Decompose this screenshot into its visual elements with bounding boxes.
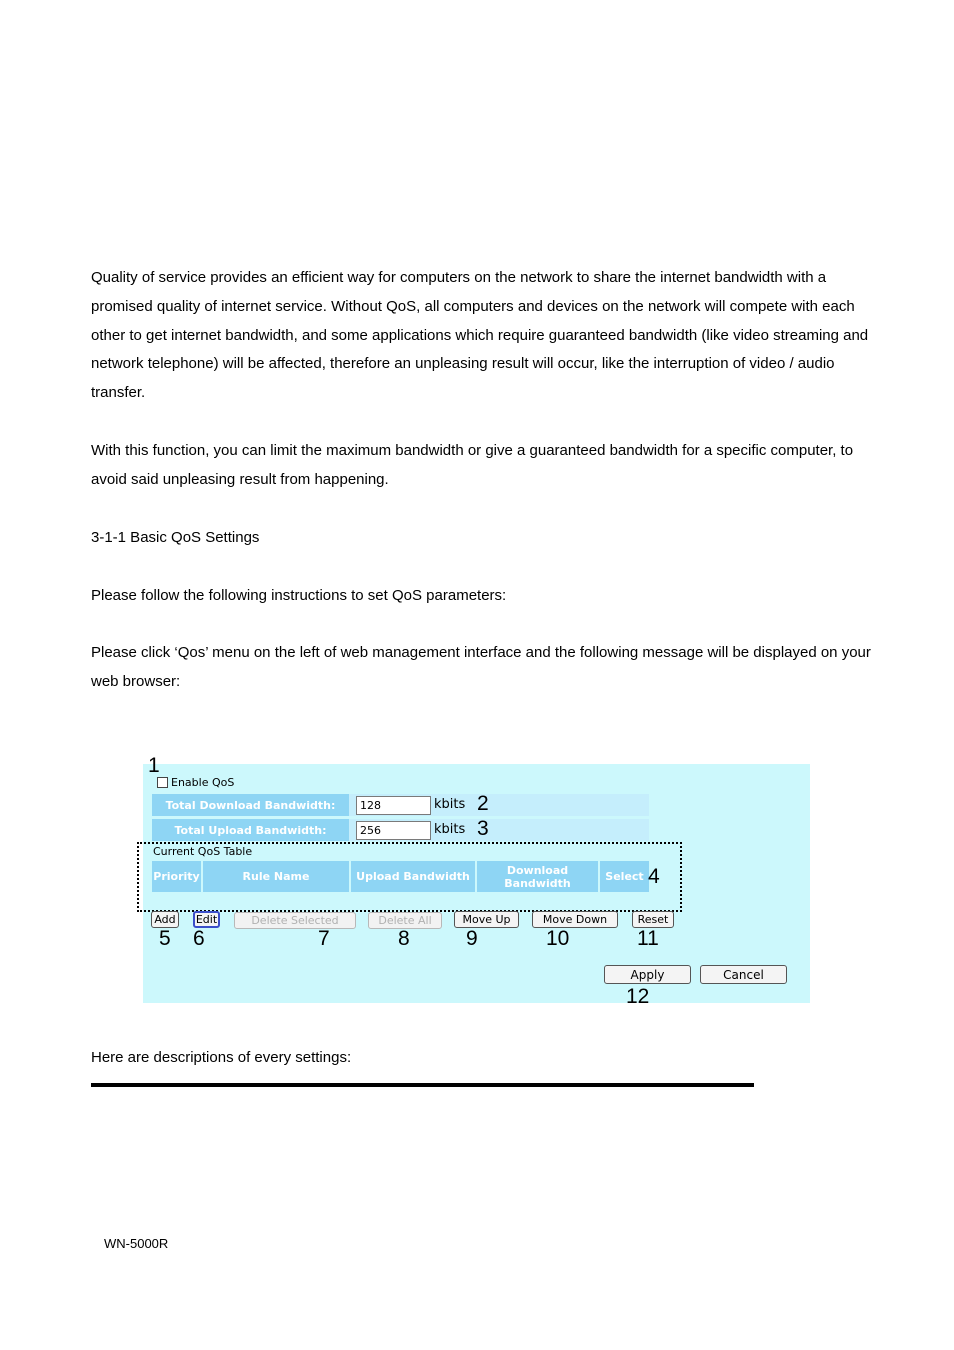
column-upload-bandwidth: Upload Bandwidth [351,861,475,892]
callout-5: 5 [159,927,171,950]
download-bandwidth-input[interactable]: 128 [356,796,431,815]
callout-4: 4 [648,865,660,888]
column-select: Select [600,861,649,892]
delete-selected-button[interactable]: Delete Selected [234,912,356,929]
horizontal-rule [91,1083,754,1087]
callout-7: 7 [318,927,330,950]
column-rule-name: Rule Name [203,861,349,892]
column-priority: Priority [152,861,201,892]
column-download-bandwidth: Download Bandwidth [477,861,598,892]
qos-table-title: Current QoS Table [153,845,253,858]
upload-bandwidth-label: Total Upload Bandwidth: [152,819,349,841]
edit-button[interactable]: Edit [193,911,220,928]
download-bandwidth-label: Total Download Bandwidth: [152,794,349,816]
callout-9: 9 [466,927,478,950]
callout-6: 6 [193,927,205,950]
section-heading: 3-1-1 Basic QoS Settings [91,529,260,546]
add-button[interactable]: Add [151,911,179,928]
upload-unit: kbits [434,822,466,837]
enable-qos-label: Enable QoS [171,776,235,789]
download-unit: kbits [434,797,466,812]
callout-10: 10 [546,927,570,950]
intro-paragraph: Quality of service provides an efficient way for computers on the network to share the internet bandwidth with a promised quality of internet service. Without QoS, all computers and devices on the network will compete with each other to get internet bandwidth, and some applications which require guaranteed bandwidth (like video streaming and network telephone) will be affected, therefore an unpleasing result will occur, like the interruption of video / audio transfer. [91,269,869,402]
footer-model: WN-5000R [104,1236,169,1251]
callout-8: 8 [398,927,410,950]
qos-table-highlight [137,842,682,912]
instruction-text: Please follow the following instructions to set QoS parameters: [91,587,507,604]
apply-button[interactable]: Apply [604,965,691,984]
callout-12: 12 [626,985,650,1008]
function-paragraph: With this function, you can limit the maximum bandwidth or give a guaranteed bandwidth for a specific computer, to avoid said unpleasing result from happening. [91,442,854,488]
delete-all-button[interactable]: Delete All [368,912,442,929]
move-down-button[interactable]: Move Down [532,911,618,928]
menu-instruction-text: Please click ‘Qos’ menu on the left of web management interface and the following message will be displayed on your web browser: [91,644,871,690]
cancel-button[interactable]: Cancel [700,965,787,984]
reset-button[interactable]: Reset [632,911,674,928]
enable-qos-checkbox[interactable] [157,777,168,788]
move-up-button[interactable]: Move Up [454,911,519,928]
callout-1: 1 [148,754,160,777]
descriptions-intro: Here are descriptions of every settings: [91,1049,352,1066]
upload-bandwidth-input[interactable]: 256 [356,821,431,840]
callout-3: 3 [477,817,489,840]
callout-2: 2 [477,792,489,815]
callout-11: 11 [637,927,659,950]
